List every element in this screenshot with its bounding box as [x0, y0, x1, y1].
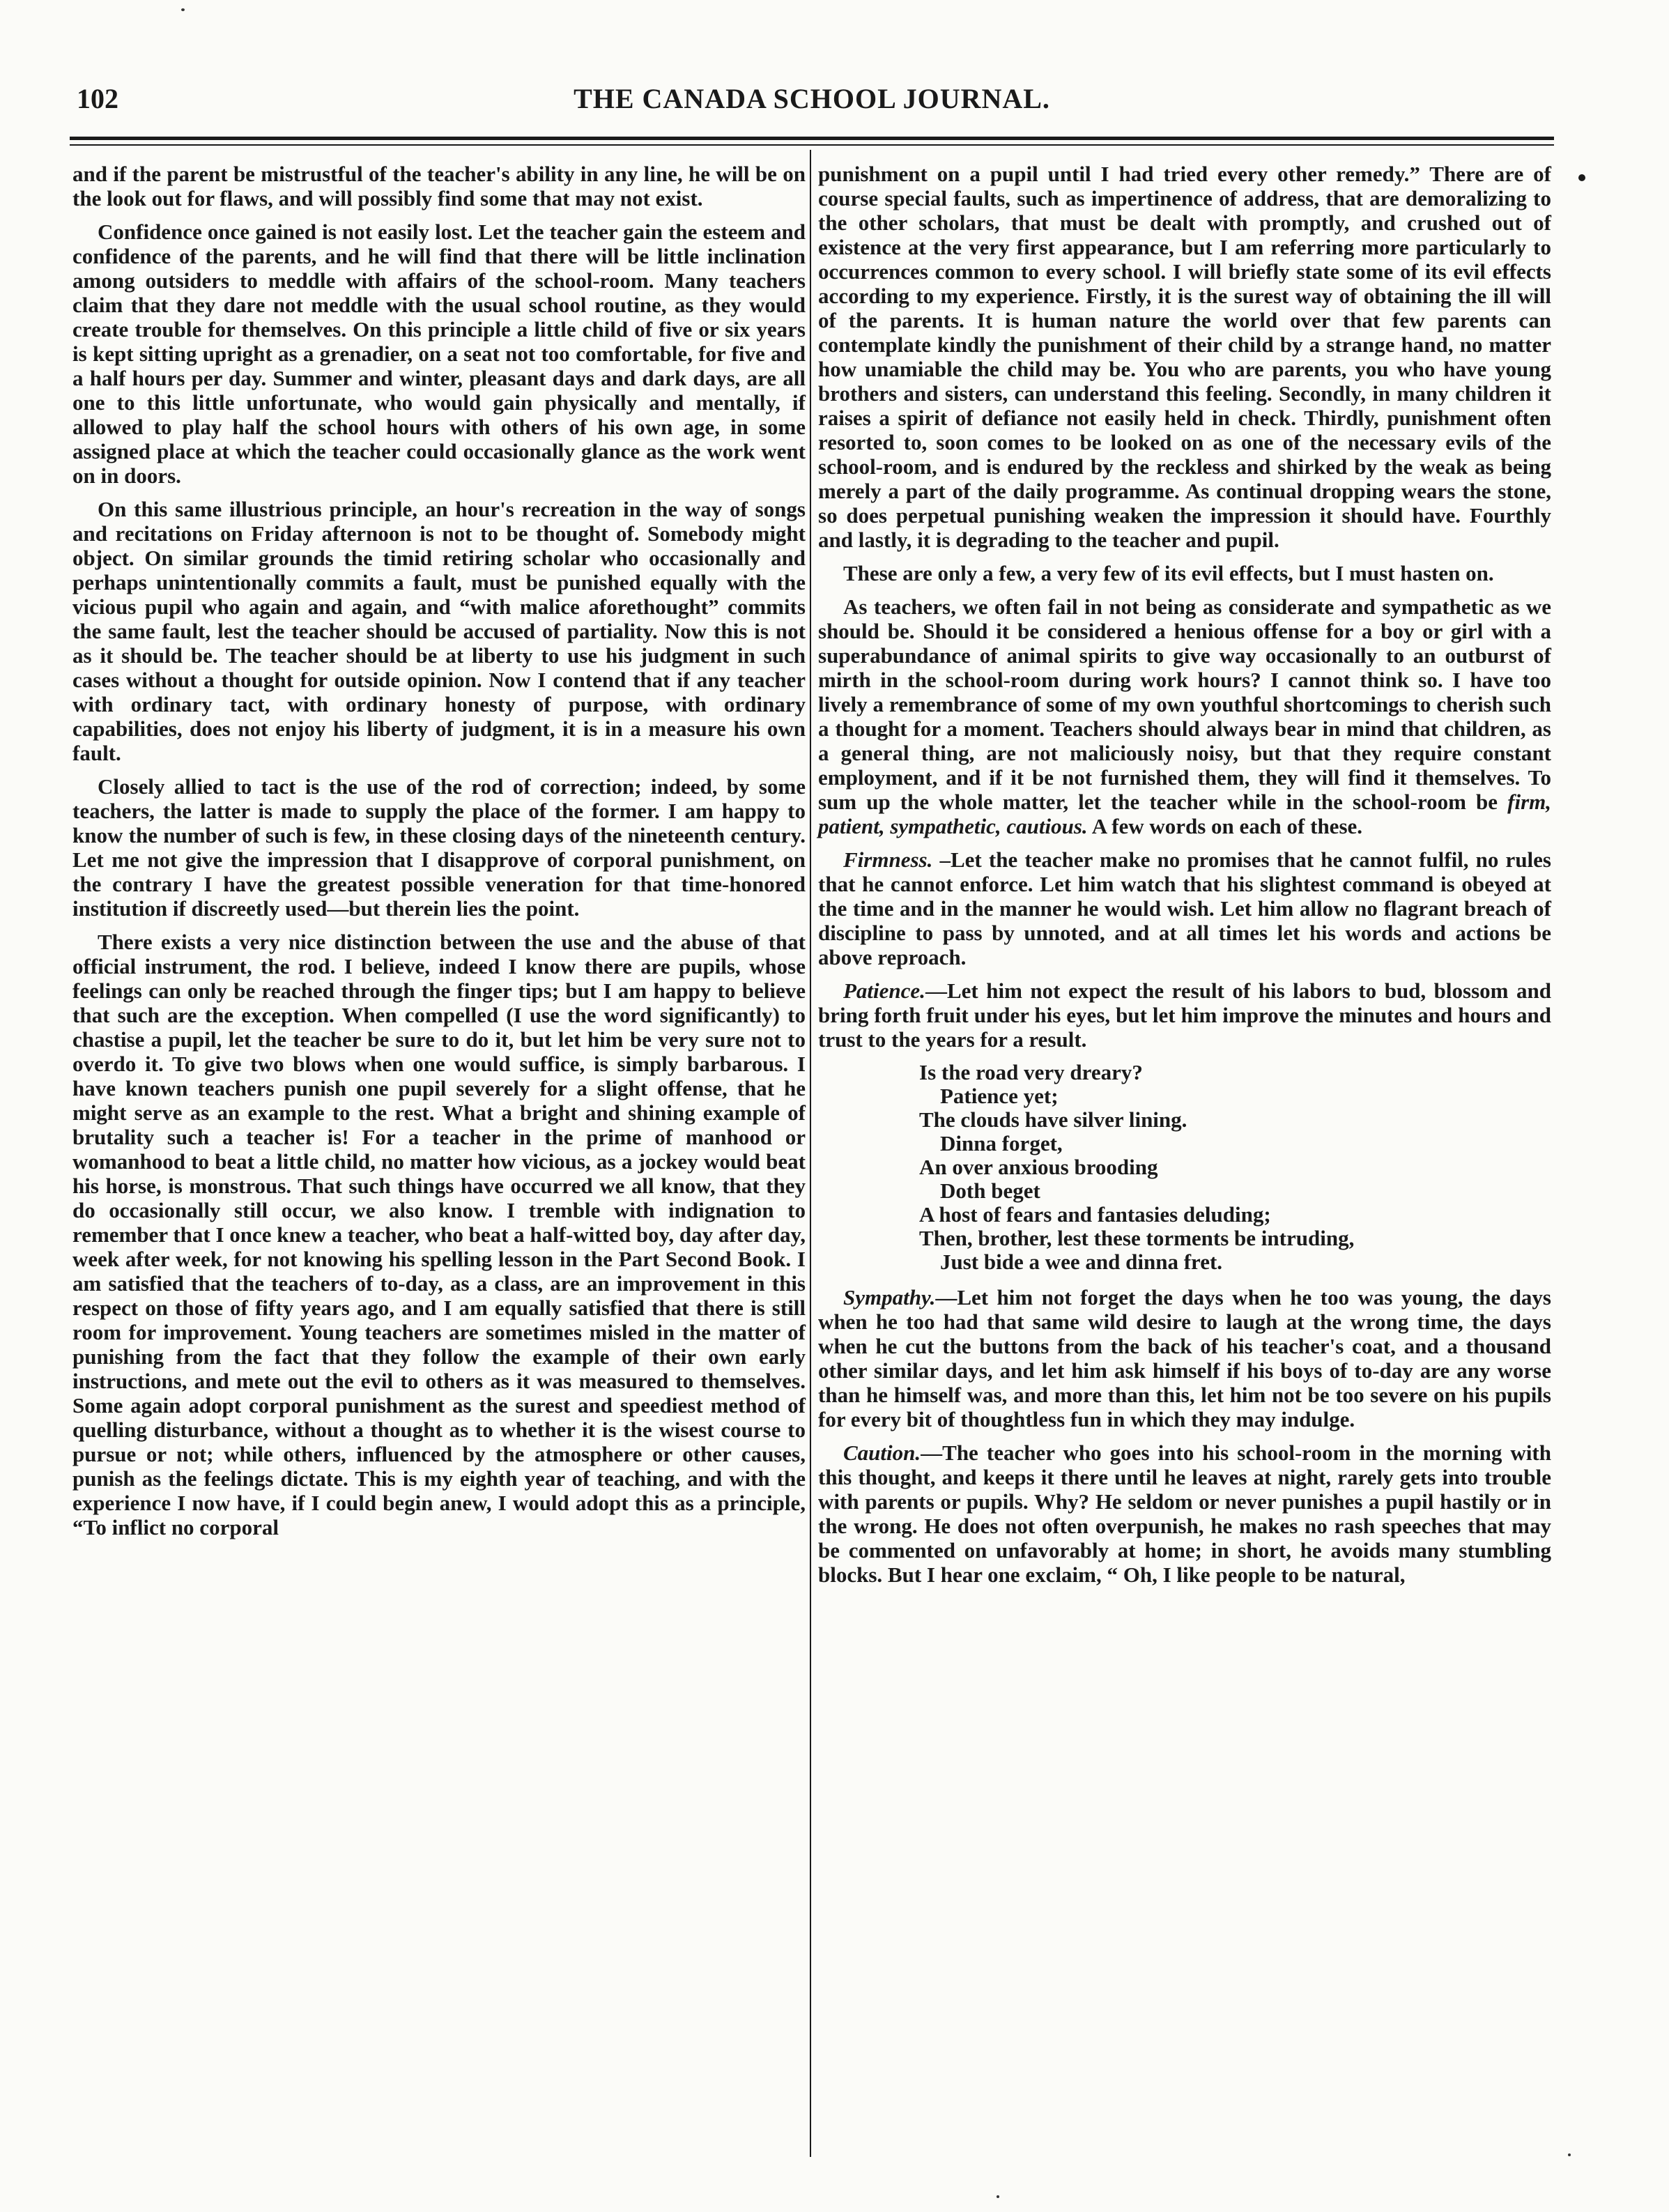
paragraph-text: As teachers, we often fail in not being as considerate and sympathetic as we should be. Should it be considered a henious offense for a boy or girl with a superabundance of animal spirits to give way occasionally to an outburst of mirth in the school-room during work hours? I cannot think so. I have too lively a remembrance of some of my own youthful shortcomings to cherish such a thought for a moment. Teachers should always bear in mind that children, as a general thing, are not maliciously noisy, but that they require constant employment, and if it be not furnished them, they will find it themselves. To sum up the whole matter, let the teacher while in the school-room be — [818, 594, 1551, 814]
page-header — [70, 82, 1554, 124]
page-number: 102 — [77, 83, 118, 114]
paragraph-text: —Let him not expect the result of his labors to bud, blossom and bring forth fruit under his eyes, but let him improve the minutes and hours and trust to the years for a result. — [818, 978, 1551, 1052]
header-rule-thin — [70, 144, 1554, 146]
paragraph: There exists a very nice distinction between the use and the abuse of that official instrument, the rod. I believe, indeed I know there are pupils, whose feelings can only be reached through the finger tips; but I am happy to believe that such are the exception. When compelled (I use the word significantly) to chastise a pupil, let the teacher be sure to do it, but let him be very sure not to overdo it. To give two blows when one would suffice, is simply barbarous. I have known teachers punish one pupil severely for a slight offense, that he might serve as an example to the rest. What a bright and shining example of brutality such a teacher is! For a teacher in the prime of manhood or womanhood to beat a little child, no matter how vicious, as a jockey would beat his horse, is monstrous. That such things have occurred we all know, that they do occasionally still occur, we also know. I tremble with indignation to remember that I once knew a teacher, who beat a half-witted boy, day after day, week after week, for not knowing his spelling lesson in the Part Second Book. I am satisfied that the teachers of to-day, as a class, are an improvement in this respect on those of fifty years ago, and I am equally satisfied that there is still room for improvement. Young teachers are sometimes misled in the matter of punishing from the fact that they follow the example of their own early instructions, and mete out the evil to others as it was measured to themselves. Some again adopt corporal punishment as the surest and speediest method of quelling disturbance, without a thought as to whether it is the wisest course to pursue or not; while others, influenced by the atmosphere or other causes, punish as the feelings dictate. This is my eighth year of teaching, and with the experience I now have, if I could begin anew, I would adopt this as a principle, “To inflict no corporal — [72, 930, 806, 1539]
section-label: Firmness. — [843, 847, 933, 872]
emphasis-text: firm, patient, sympathetic, cautious. — [818, 790, 1552, 838]
margin-dot — [1578, 174, 1585, 181]
paragraph: On this same illustrious principle, an hour's recreation in the way of songs and recitations on Friday afternoon is not to be thought of. Somebody might object. On similar grounds the timid retiring scholar who occasionally and perhaps unintentionally commits a fault, must be punished equally with the vicious pupil who again and again, and “with malice aforethought” commits the same fault, lest the teacher should be accused of partiality. Now this is not as it should be. The teacher should be at liberty to use his judgment in such cases without a thought for outside opinion. Now I contend that if any teacher with ordinary tact, with ordinary honesty of purpose, with ordinary capabilities, does not enjoy his liberty of judgment, it is in a measure his own fault. — [72, 497, 806, 765]
section-label: Sympathy. — [843, 1285, 936, 1309]
left-column — [72, 162, 806, 1549]
paragraph-text: —Let him not forget the days when he too was young, the days when he too had that same wild desire to laugh at the wrong time, the days when he cut the buttons from the back of his teacher's coat, and a thousand other similar days, and let him ask himself if his boys of to-day are any worse than he himself was, and more than this, let him not be too severe on his pupils for every bit of thoughtless fun in which they may indulge. — [818, 1285, 1551, 1431]
poem — [818, 1061, 1551, 1274]
poem-line: Dinna forget, — [940, 1131, 1063, 1155]
poem-line: An over anxious brooding — [919, 1155, 1158, 1179]
firmness-paragraph — [818, 847, 1551, 969]
poem-line: A host of fears and fantasies deluding; — [919, 1202, 1271, 1227]
poem-line: Just bide a wee and dinna fret. — [940, 1250, 1223, 1274]
poem-line: The clouds have silver lining. — [919, 1107, 1187, 1132]
print-speck — [997, 2195, 999, 2198]
header-rule-thick — [70, 137, 1554, 140]
paragraph — [818, 594, 1551, 838]
paragraph-text: –Let the teacher make no promises that he cannot fulfil, no rules that he cannot enforce. Let him watch that his slightest command is obeyed at the time and in the manner he would wish. Let him allow no flagrant breach of discipline to pass by unnoted, and at all times let his words and actions be above reproach. — [818, 847, 1551, 969]
column-divider — [810, 150, 811, 2157]
paragraph: These are only a few, a very few of its evil effects, but I must hasten on. — [843, 561, 1494, 585]
print-speck — [1568, 2153, 1571, 2156]
poem-line: Then, brother, lest these torments be intruding, — [919, 1226, 1355, 1250]
poem-line: Doth beget — [940, 1178, 1040, 1203]
poem-line: Patience yet; — [940, 1084, 1059, 1108]
paragraph-text: —The teacher who goes into his school-room in the morning with this thought, and keeps it there until he leaves at night, rarely gets into trouble with parents or pupils. Why? He seldom or never punishes a pupil hastily or in the wrong. He does not often overpunish, he makes no rash speeches that may be commented on unfavorably at home; in short, he avoids many stumbling blocks. But I hear one exclaim, “ Oh, I like people to be natural, — [818, 1441, 1551, 1587]
print-speck — [181, 8, 185, 11]
paragraph: Closely allied to tact is the use of the rod of correction; indeed, by some teachers, the latter is made to supply the place of the former. I am happy to know the number of such is few, in these closing days of the nineteenth century. Let me not give the impression that I disapprove of corporal punishment, on the contrary I have the greatest possible veneration for that time-honored institution if discreetly used—but therein lies the point. — [72, 774, 806, 921]
poem-line: Is the road very dreary? — [919, 1060, 1143, 1084]
sympathy-paragraph — [818, 1285, 1551, 1431]
section-label: Patience. — [843, 978, 925, 1003]
section-label: Caution. — [843, 1441, 921, 1465]
right-column — [818, 162, 1551, 1596]
journal-title: THE CANADA SCHOOL JOURNAL. — [574, 83, 1050, 114]
patience-paragraph — [818, 978, 1551, 1052]
paragraph-text: A few words on each of these. — [1087, 814, 1363, 838]
paragraph: punishment on a pupil until I had tried every other remedy.” There are of course special faults, such as impertinence of address, that are demoralizing to the other scholars, that must be dealt with promptly, and crushed out of existence at the very first appearance, but I am referring more particularly to occurrences common to every school. I will briefly state some of its evil effects according to my experience. Firstly, it is the surest way of obtaining the ill will of the parents. It is human nature the world over that few parents can contemplate kindly the punishment of their child by a strange hand, no matter how unamiable the child may be. You who are parents, you who have young brothers and sisters, can understand this feeling. Secondly, in many children it raises a spirit of defiance not easily held in check. Thirdly, punishment often resorted to, soon comes to be looked on as one of the necessary evils of the school-room, and is endured by the reckless and shirked by the weak as being merely a part of the daily programme. As continual dropping wears the stone, so does perpetual punishing weaken the impression it should have. Fourthly and lastly, it is degrading to the teacher and pupil. — [818, 162, 1551, 552]
paragraph: Confidence once gained is not easily lost. Let the teacher gain the esteem and confidence of the parents, and he will find that there will be little inclination among outsiders to meddle with affairs of the school-room. Many teachers claim that they dare not meddle with the usual school routine, as they would create trouble for themselves. On this principle a little child of five or six years is kept sitting upright as a grenadier, on a seat not too comfortable, for five and a half hours per day. Summer and winter, pleasant days and dark days, are all one to this little unfortunate, who would gain physically and mentally, if allowed to play half the school hours with others of his own age, in some assigned place at which the teacher could occasionally glance as the work went on in doors. — [72, 220, 806, 488]
caution-paragraph — [818, 1441, 1551, 1587]
paragraph: and if the parent be mistrustful of the teacher's ability in any line, he will be on the look out for flaws, and will possibly find some that may not exist. — [72, 162, 806, 210]
